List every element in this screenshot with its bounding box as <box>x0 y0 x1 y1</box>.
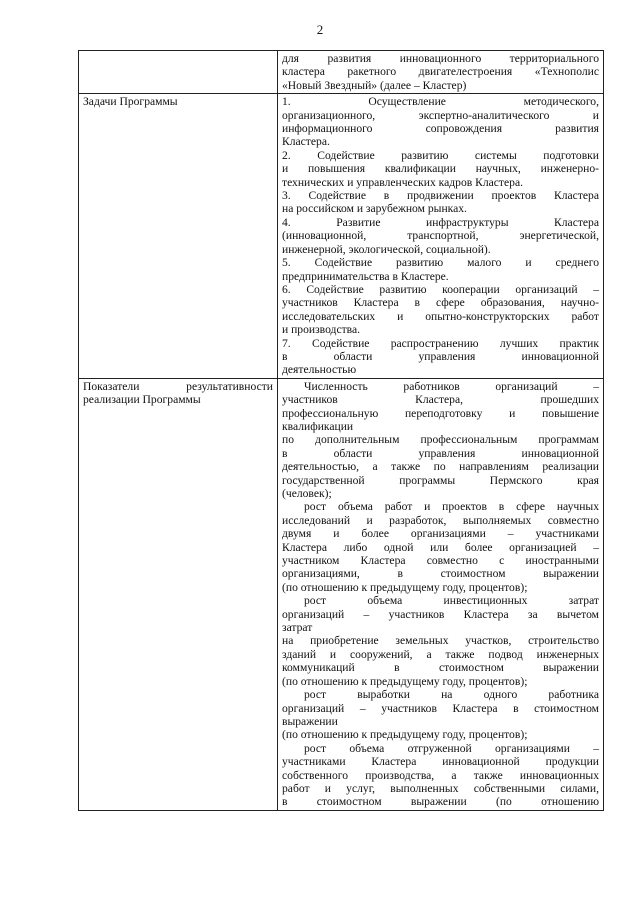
text-line: участников Кластера в сфере образования, научно- <box>282 296 599 310</box>
text-line: технических и управленческих кадров Кластера. <box>282 175 523 189</box>
row-label-empty <box>79 51 278 94</box>
text-line: для развития инновационного территориального <box>282 52 599 65</box>
text-line: государственной программы Пермского края <box>282 473 599 487</box>
text-line: инженерной, экологической, социальной). <box>282 242 491 256</box>
text-line: и повышения квалификации научных, инженерно- <box>282 162 599 176</box>
program-indicators-cell <box>278 378 604 810</box>
text-line: участником Кластера совместно с иностранными <box>282 554 599 568</box>
text-line: рост выработки на одного работника <box>304 688 599 702</box>
text-line: реализации Программы <box>83 393 201 407</box>
text-line: Численность работников организаций – <box>304 379 599 393</box>
text-line: на российском и зарубежном рынках. <box>282 202 467 216</box>
text-line: по дополнительным профессиональным программам <box>282 433 599 447</box>
task-item <box>282 256 599 283</box>
text-line: кластера ракетного двигателестроения «Технополис <box>282 65 599 79</box>
text-line: «Новый Звездный» (далее – Кластер) <box>282 78 467 92</box>
task-item <box>282 216 599 256</box>
text-line: (человек); <box>282 487 332 500</box>
text-line: квалификации <box>282 419 354 433</box>
text-line: 2. Содействие развитию системы подготовки <box>282 148 599 162</box>
row-label-indicators <box>79 378 278 810</box>
program-passport-table <box>78 50 604 811</box>
program-tasks-cell <box>278 94 604 379</box>
text-line: деятельностью <box>282 363 357 377</box>
text-line: коммуникаций в стоимостном выражении <box>282 661 599 675</box>
text-line: Кластера либо одной или более организацией – <box>282 540 599 554</box>
text-line: профессиональную переподготовку и повышение <box>282 406 599 420</box>
table-row <box>79 51 604 94</box>
indicator-item <box>282 380 599 501</box>
text-line: рост объема инвестиционных затрат <box>304 594 599 608</box>
text-line: выражении <box>282 714 338 728</box>
task-item <box>282 283 599 337</box>
task-item <box>282 337 599 377</box>
table-row <box>79 378 604 810</box>
text-line: рост объема работ и проектов в сфере научных <box>304 500 599 514</box>
task-item <box>282 189 599 216</box>
text-line: предпринимательства в Кластере. <box>282 269 449 283</box>
task-item <box>282 149 599 189</box>
indicator-item <box>282 594 599 688</box>
text-line: организаций – участников Кластера в стоимостном <box>282 701 599 715</box>
text-line: участников Кластера, прошедших <box>282 393 599 407</box>
text-line: 6. Содействие развитию кооперации организаций – <box>282 282 599 296</box>
text-line: на приобретение земельных участков, строительство <box>282 634 599 648</box>
text-line: 5. Содействие развитию малого и среднего <box>282 256 599 270</box>
text-line: организаций – участников Кластера за вычетом <box>282 607 599 621</box>
text-line: в области управления инновационной <box>282 349 599 363</box>
text-line: Показатели результативности <box>83 379 273 393</box>
text-line: в стоимостном выражении (по отношению <box>282 795 599 809</box>
indicator-item <box>282 500 599 594</box>
text-line: 4. Развитие инфраструктуры Кластера <box>282 215 599 229</box>
text-line: и производства. <box>282 323 361 337</box>
text-line: собственного производства, а также инновационных <box>282 768 599 782</box>
table-row <box>79 94 604 379</box>
text-line: (по отношению к предыдущему году, процентов); <box>282 728 528 742</box>
text-line: (инновационной, транспортной, энергетической, <box>282 229 599 243</box>
text-line: рост объема отгруженной организациями – <box>304 741 599 755</box>
text-line: исследовательских и опытно-конструкторских работ <box>282 309 599 323</box>
text-line: (по отношению к предыдущему году, процентов); <box>282 580 528 594</box>
text-line: участниками Кластера инновационной продукции <box>282 755 599 769</box>
row-label-tasks: Задачи Программы <box>79 94 278 379</box>
text-line: двумя и более организациями – участниками <box>282 527 599 541</box>
text-line: деятельностью, а также по направлениям реализации <box>282 460 599 474</box>
text-line: организациями, в стоимостном выражении <box>282 567 599 581</box>
text-line: Кластера. <box>282 135 330 149</box>
text-line: исследований и разработок, выполняемых совместно <box>282 513 599 527</box>
text-line: (по отношению к предыдущему году, процентов); <box>282 674 528 688</box>
text-line: 1. Осуществление методического, <box>282 95 599 109</box>
text-line: 3. Содействие в продвижении проектов Кластера <box>282 189 599 203</box>
indicator-item <box>282 742 599 809</box>
indicator-item <box>282 688 599 742</box>
text-line: зданий и сооружений, а также подвод инженерных <box>282 647 599 661</box>
text-line: в области управления инновационной <box>282 446 599 460</box>
text-line: затрат <box>282 621 313 635</box>
text-line: организационного, экспертно-аналитического и <box>282 108 599 122</box>
page-number: 2 <box>316 22 324 37</box>
text-line: 7. Содействие распространению лучших практик <box>282 336 599 350</box>
task-item <box>282 95 599 149</box>
text-line: работ и услуг, выполненных собственными силами, <box>282 781 599 795</box>
program-goal-cell <box>278 51 604 94</box>
text-line: информационного сопровождения развития <box>282 122 599 136</box>
